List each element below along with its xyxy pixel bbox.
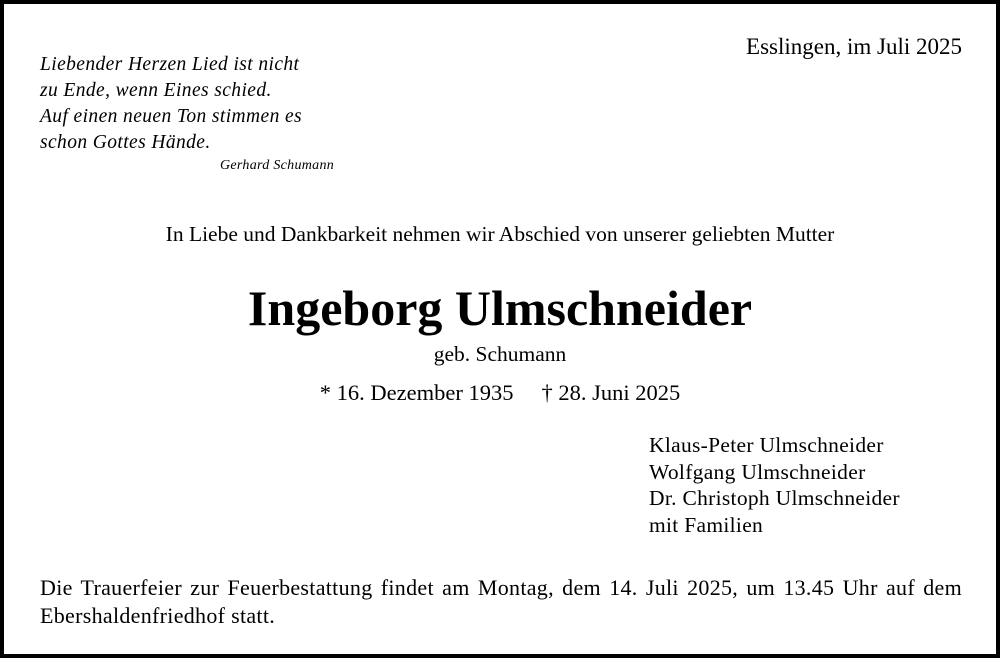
intro-text: In Liebe und Dankbarkeit nehmen wir Abschied von unserer geliebten Mutter — [165, 222, 835, 246]
deceased-name: Ingeborg Ulmschneider — [247, 280, 753, 336]
life-dates — [4, 380, 996, 406]
poem-line: schon Gottes Hände. — [40, 132, 211, 153]
poem-line: Liebender Herzen Lied ist nicht — [40, 54, 300, 75]
place-date: Esslingen, im Juli 2025 — [746, 34, 962, 59]
poem-line: zu Ende, wenn Eines schied. — [40, 80, 272, 101]
maiden-name: geb. Schumann — [433, 342, 567, 366]
poem-line: Auf einen neuen Ton stimmen es — [40, 106, 303, 127]
mourner-name: Dr. Christoph Ulmschneider — [649, 486, 900, 510]
death-date: † 28. Juni 2025 — [541, 380, 681, 405]
mourners-list — [649, 432, 900, 538]
birth-date: * 16. Dezember 1935 — [319, 380, 514, 405]
poem-author: Gerhard Schumann — [220, 158, 335, 173]
mourner-name: Klaus-Peter Ulmschneider — [649, 433, 884, 457]
service-notice: Die Trauerfeier zur Feuerbestattung findet am Montag, dem 14. Juli 2025, um 13.45 Uhr auf dem Ebershaldenfriedhof statt. — [40, 575, 962, 628]
mourner-name: mit Familien — [649, 512, 764, 537]
mourner-name: Wolfgang Ulmschneider — [649, 459, 866, 484]
poem — [40, 52, 302, 156]
